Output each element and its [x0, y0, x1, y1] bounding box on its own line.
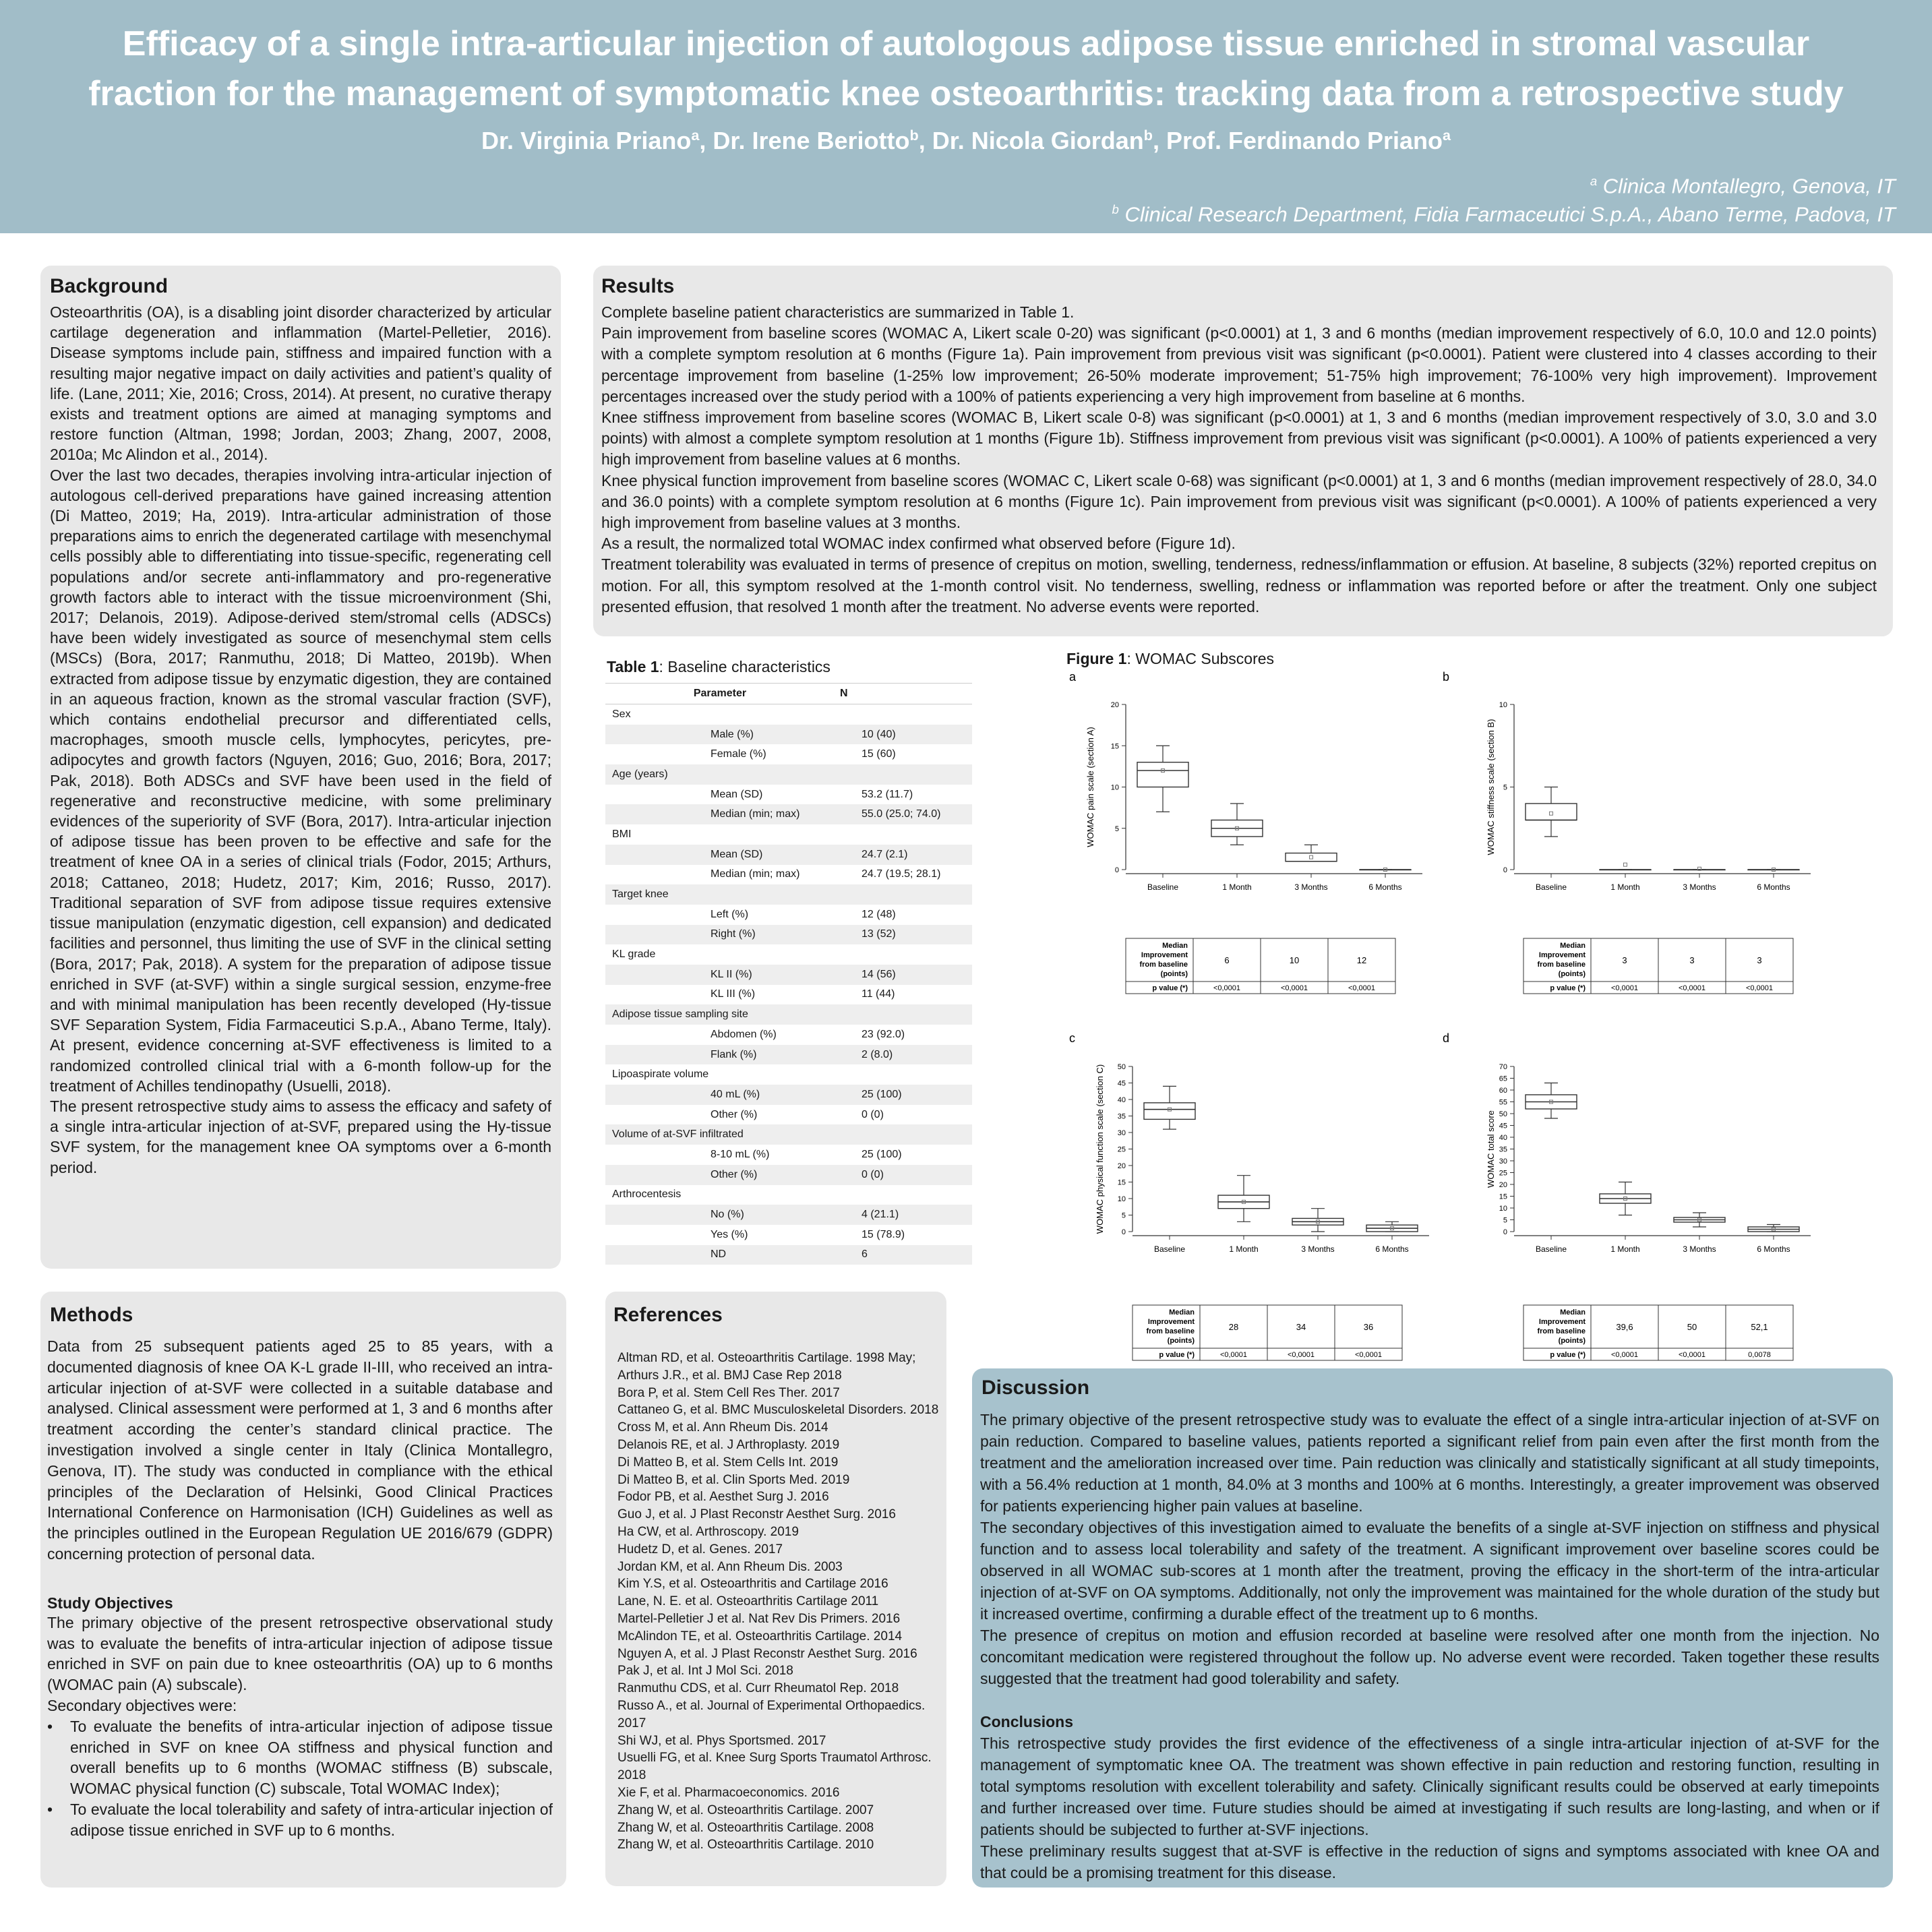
y-tick-label: 5 [1121, 1211, 1126, 1220]
col-header-parameter: Parameter [693, 688, 747, 699]
median-improvement-label: from baseline [1537, 1327, 1586, 1335]
results-text [601, 302, 1877, 617]
background-paragraph: The present retrospective study aims to assess the efficacy and safety of a single intra-articular injection of at-SVF, prepared using the Hy-tissue SVF system, for the management knee OA symptoms over a 6-month period. [50, 1097, 551, 1176]
table-row [605, 804, 972, 824]
discussion-text [980, 1409, 1879, 1883]
y-tick-label: 65 [1499, 1075, 1507, 1083]
table-caption: Table 1: Baseline characteristics [607, 658, 831, 675]
y-tick-label: 45 [1117, 1079, 1126, 1088]
median-improvement-value: 28 [1228, 1322, 1239, 1332]
table-cell-value: 4 (21.1) [862, 1209, 899, 1221]
y-tick-label: 0 [1121, 1228, 1126, 1236]
y-tick-label: 25 [1117, 1145, 1126, 1154]
background-paragraph: Osteoarthritis (OA), is a disabling joint disorder characterized by articular cartilage degeneration and inflammation (Martel-Pelletier, 2016). Disease symptoms include pain, stiffness and impaired function with a resulting major negative impact on daily activities and patient’s quality of life. (Lane, 2011; Xie, 2016; Cross, 2014). At present, no curative therapy exists and treatment options are aimed at managing symptoms and restore function (Altman, 1998; Jordan, 2003; Zhang, 2007, 2008, 2010a; Mc Alindon et al., 2014). [50, 303, 551, 464]
reference-item: Russo A., et al. Journal of Experimental Orthopaedics. 2017 [617, 1698, 926, 1730]
reference-item: Hudetz D, et al. Genes. 2017 [617, 1542, 783, 1557]
median-improvement-value: 3 [1689, 955, 1695, 965]
poster-header [0, 0, 1932, 233]
table-row [605, 1045, 972, 1065]
mean-marker [1624, 863, 1627, 866]
reference-item: Pak J, et al. Int J Mol Sci. 2018 [617, 1664, 793, 1679]
baseline-table [605, 658, 972, 1265]
reference-item: Xie F, et al. Pharmacoeconomics. 2016 [617, 1785, 840, 1800]
y-tick-label: 30 [1117, 1129, 1126, 1137]
references-section [605, 1292, 946, 1886]
reference-item: Kim Y.S, et al. Osteoarthritis and Cartilage 2016 [617, 1577, 888, 1592]
median-improvement-value: 12 [1356, 955, 1367, 965]
y-tick-label: 10 [1499, 1205, 1507, 1213]
results-paragraph: Pain improvement from baseline scores (WOMAC A, Likert scale 0-20) was significant (p<0.0001) at 1, 3 and 6 months (median improvement respectively of 6.0, 10.0 and 12.0 points) with a complete symptom resolution at 6 months (Figure 1a). Pain improvement from previous visit was significant (p<0.0001). Patient were clustered into 4 classes according to their percentage improvement from baseline (1-25% low improvement; 26-50% moderate improvement; 51-75% high improvement; 76-100% very high improvement). Improvement percentages increased over the study period with a 100% of patients experiencing a very high improvement from baseline at 6 months. [601, 324, 1877, 405]
table-cell-parameter: Arthrocentesis [612, 1188, 682, 1201]
y-tick-label: 15 [1117, 1178, 1126, 1187]
x-tick-label: 3 Months [1301, 1244, 1335, 1254]
y-tick-label: 60 [1499, 1087, 1507, 1095]
table-header [605, 683, 972, 704]
table-row [605, 1025, 972, 1045]
discussion-paragraph: The presence of crepitus on motion and effusion recorded at baseline were resolved after one month from the injection. No concomitant medication were registered throughout the follow up. No adverse event were recorded. Taken together these results suggested that the treatment had good tolerability and safety. [980, 1627, 1879, 1687]
median-improvement-value: 39,6 [1616, 1322, 1633, 1332]
table-row [605, 1225, 972, 1245]
table-cell-parameter: KL grade [612, 948, 656, 961]
results-section [593, 266, 1893, 636]
table-row [605, 905, 972, 925]
background-paragraph: Over the last two decades, therapies involving intra-articular injection of autologous cell-derived preparations have gained increasing attention (Di Matteo, 2019; Ha, 2019). Intra-articular administration of those preparations aims to enrich the degenerated cartilage with mesenchymal cells possibly able to differentiating into tissue-specific, regenerating cell populations and/or secrete anti-inflammatory and pro-regenerative growth factors able to interact with the tissue microenvironment (Shi, 2017; Delanois, 2019). Adipose-derived stem/stromal cells (ADSCs) have been widely investigated as source of mesenchymal stem cells (MSCs) (Bora, 2017; Ranmuthu, 2018; Di Matteo, 2019b). When extracted from adipose tissue by enzymatic digestion, they are contained in an aqueous fraction, known as the stromal vascular fraction (SVF), which contains endothelial precursor and differentiated cells, macrophages, smooth muscle cells, lymphocytes, pericytes, pre-adipocytes and growth factors (Nguyen, 2016; Guo, 2016; Bora, 2017; Pak, 2018). Both ADSCs and SVF have been used in the field of regenerative and reconstructive medicine, with some preliminary evidences of the superiority of SVF (Bora, 2017). Intra-articular injection of adipose tissue has been proven to be effective and safe for the treatment of knee OA in a series of clinical trials (Fodor, 2015; Arthurs, 2018; Cattaneo, 2018; Hudetz, 2017; Kim, 2016; Russo, 2017). Traditional separation of SVF from adipose tissue requires extensive tissue manipulation (enzymatic digestion, cell expansion) and dedicated facilities and personnel, thus limiting the use of SVF in the clinical setting (Bora, 2017; Pak, 2018). A system for the preparation of adipose tissue enriched in SVF (at-SVF) within a single surgical session, enzyme-free and with minimal manipulation has been recently developed (Hy-tissue SVF Separation System, Fidia Farmaceutici S.p.A., Abano Terme, Italy). At present, evidence concerning at-SVF effectiveness is limited to a randomized controlled clinical trial with a 6-month follow-up for the treatment of Achilles tendinopathy (Usuelli, 2018). [50, 466, 551, 1095]
discussion-paragraph: The primary objective of the present retrospective study was to evaluate the effect of a single intra-articular injection of at-SVF on pain reduction. Compared to baseline values, patients reported a significant relief from pain even after the first month from the treatment and the amelioration increased over time. Pain reduction was clinically and statistically significant at all study timepoints, with a 56.4% reduction at 1 month, 84.0% at 3 months and 100% at 6 months. Interestingly, a greater improvement was observed for patients experiencing higher pain values at baseline. [980, 1411, 1879, 1515]
table-cell-parameter: Median (min; max) [711, 808, 800, 820]
table-cell-parameter: KL III (%) [711, 988, 756, 1000]
objectives-paragraph: The primary objective of the present retrospective observational study was to evaluate the benefits of intra-articular injection of adipose tissue enriched in SVF on pain due to knee osteoarthritis (OA) up to 6 months (WOMAC pain (A) subscale). [47, 1613, 553, 1694]
reference-item: Nguyen A, et al. J Plast Reconstr Aesthet Surg. 2016 [617, 1646, 917, 1661]
table-row [605, 764, 972, 785]
y-axis-label: WOMAC physical function scale (section C) [1095, 1064, 1105, 1234]
box [1137, 762, 1188, 787]
methods-paragraph: Data from 25 subsequent patients aged 25 to 85 years, with a documented diagnosis of knee OA K-L grade II-III, who received an intra-articular injection of at-SVF were collected in a suitable database and analysed. Clinical assessment were performed at 1, 3 and 6 months after treatment according the center’s standard clinical practice. The investigation involved a single center in Italy (Clinica Montallegro, Genova, IT). The study was conducted in compliance with the ethical principles of the Declaration of Helsinki, Good Clinical Practices International Conference on Harmonisation (ICH) Guidelines as well as the principles outlined in the European Regulation UE 2016/679 (GDPR) concerning protection of personal data. [47, 1337, 553, 1563]
median-improvement-label: Median [1162, 942, 1188, 950]
results-paragraph: Knee stiffness improvement from baseline scores (WOMAC B, Likert scale 0-8) was significant (p<0.0001) at 1, 3 and 6 months (median improvement respectively of 3.0, 3.0 and 3.0 points) with almost a complete symptom resolution at 1 months (Figure 1b). Stiffness improvement from previous visit was significant (p<0.0001). A 100% of patients experienced a very high improvement from baseline values at 6 months. [601, 409, 1877, 469]
median-improvement-label: (points) [1558, 1337, 1586, 1345]
table-row [605, 1205, 972, 1225]
author-list: Dr. Virginia Priano$^a$, Dr. Irene Beriotto$^b$, Dr. Nicola Giordan$^b$, Prof. Ferdinando Priano$^a$ [481, 127, 1451, 154]
objective-bullet: • To evaluate the local tolerability and safety of intra-articular injection of adipose tissue enriched in SVF up to 6 months. [47, 1800, 553, 1839]
table-cell-parameter: Sex [612, 708, 631, 720]
x-tick-label: 6 Months [1757, 882, 1790, 892]
box [1286, 853, 1337, 862]
p-value: 0,0078 [1748, 1351, 1771, 1359]
y-tick-label: 35 [1499, 1145, 1507, 1154]
author-name: Prof. Ferdinando Priano [1166, 127, 1443, 154]
author-name: Dr. Irene Beriotto [713, 127, 910, 154]
y-tick-label: 25 [1499, 1169, 1507, 1178]
table-cell-parameter: Abdomen (%) [711, 1028, 777, 1040]
discussion-section [972, 1368, 1893, 1888]
reference-item: Di Matteo B, et al. Clin Sports Med. 2019 [617, 1472, 850, 1487]
p-value-label: p value (*) [1159, 1351, 1195, 1359]
conclusions-paragraph: These preliminary results suggest that at-SVF is effective in the reduction of signs and symptoms associated with knee OA and that could be a promising treatment for this disease. [980, 1842, 1879, 1881]
table-cell-parameter: Mean (SD) [711, 848, 763, 860]
median-improvement-value: 50 [1687, 1322, 1697, 1332]
y-tick-label: 15 [1110, 742, 1119, 751]
background-heading: Background [50, 275, 169, 297]
y-tick-label: 5 [1503, 1216, 1507, 1225]
table-cell-value: 15 (78.9) [862, 1228, 905, 1240]
median-improvement-value: 6 [1224, 955, 1230, 965]
reference-item: McAlindon TE, et al. Osteoarthritis Cartilage. 2014 [617, 1629, 903, 1643]
reference-item: Arthurs J.R., et al. BMJ Case Rep 2018 [617, 1368, 842, 1383]
reference-item: Fodor PB, et al. Aesthet Surg J. 2016 [617, 1490, 829, 1505]
table-cell-value: 15 (60) [862, 748, 896, 760]
reference-list [617, 1350, 941, 1854]
table-cell-value: 2 (8.0) [862, 1048, 893, 1060]
x-tick-label: 3 Months [1683, 1244, 1716, 1254]
median-improvement-label: Median [1560, 1308, 1586, 1317]
table-row [605, 985, 972, 1005]
table-row [605, 884, 972, 905]
y-tick-label: 10 [1117, 1195, 1126, 1203]
table-cell-parameter: Female (%) [711, 748, 766, 760]
methods-heading: Methods [50, 1304, 133, 1326]
table-cell-parameter: 40 mL (%) [711, 1088, 760, 1100]
y-tick-label: 5 [1503, 783, 1507, 792]
table-cell-parameter: Target knee [612, 888, 669, 901]
median-improvement-label: Improvement [1538, 951, 1586, 959]
table-cell-value: 13 (52) [862, 928, 896, 940]
table-row [605, 944, 972, 965]
p-value: <0,0001 [1280, 984, 1308, 992]
y-tick-label: 30 [1499, 1157, 1507, 1166]
reference-item: Cross M, et al. Ann Rheum Dis. 2014 [617, 1420, 828, 1435]
p-value: <0,0001 [1354, 1351, 1383, 1359]
table-cell-parameter: ND [711, 1248, 727, 1261]
conclusions-paragraph: This retrospective study provides the first evidence of the effectiveness of a single intra-articular injection of at-SVF for the management of symptomatic knee OA. The treatment was shown effective in pain reduction and restoring function, resulting in total symptoms resolution with excellent tolerability and safety. Clinically significant results could be observed at early timepoints and further increased over time. Future studies should be aimed at investigating if such results are long-lasting, and when or if patients should be subjected to further at-SVF injections. [980, 1734, 1879, 1838]
p-value-label: p value (*) [1152, 984, 1188, 992]
panel-letter: d [1443, 1031, 1450, 1045]
x-tick-label: 1 Month [1229, 1244, 1259, 1254]
y-tick-label: 50 [1499, 1110, 1507, 1118]
reference-item: Ranmuthu CDS, et al. Curr Rheumatol Rep. 2018 [617, 1681, 899, 1696]
median-improvement-value: 52,1 [1751, 1322, 1768, 1332]
results-paragraph: As a result, the normalized total WOMAC index confirmed what observed before (Figure 1d). [601, 535, 1236, 553]
median-improvement-label: from baseline [1537, 961, 1586, 969]
objective-bullet: • To evaluate the benefits of intra-articular injection of adipose tissue enriched in SVF on knee OA stiffness and physical function and overall benefits up to 6 months (WOMAC stiffness (B) subscale, WOMAC physical function (C) subscale, Total WOMAC Index); [47, 1717, 553, 1798]
table-row [605, 1085, 972, 1105]
table-cell-parameter: Mean (SD) [711, 788, 763, 800]
median-improvement-value: 34 [1296, 1322, 1306, 1332]
y-tick-label: 20 [1110, 701, 1119, 709]
table-cell-parameter: No (%) [711, 1209, 744, 1221]
median-improvement-label: (points) [1558, 970, 1586, 978]
table-cell-parameter: Other (%) [711, 1168, 758, 1180]
title-line-2: fraction for the management of symptomatic knee osteoarthritis: tracking data from a retrospective study [88, 74, 1844, 113]
table-cell-value: 24.7 (19.5; 28.1) [862, 868, 941, 880]
x-tick-label: 1 Month [1222, 882, 1252, 892]
x-tick-label: Baseline [1147, 882, 1179, 892]
p-value-label: p value (*) [1550, 1351, 1586, 1359]
table-body [605, 704, 972, 1265]
median-improvement-label: from baseline [1139, 961, 1188, 969]
x-tick-label: Baseline [1535, 1244, 1567, 1254]
y-tick-label: 10 [1499, 701, 1507, 709]
p-value: <0,0001 [1610, 984, 1639, 992]
table-cell-parameter: Other (%) [711, 1108, 758, 1120]
median-improvement-label: from baseline [1146, 1327, 1195, 1335]
table-cell-value: 6 [862, 1248, 868, 1261]
reference-item: Shi WJ, et al. Phys Sportsmed. 2017 [617, 1733, 826, 1748]
figure-1 [1065, 647, 1921, 1366]
table-cell-parameter: Age (years) [612, 768, 668, 780]
x-tick-label: 3 Months [1294, 882, 1328, 892]
results-heading: Results [601, 275, 675, 297]
author-name: Dr. Nicola Giordan [932, 127, 1144, 154]
secondary-objectives-intro: Secondary objectives were: [47, 1696, 237, 1714]
p-value: <0,0001 [1348, 984, 1376, 992]
table-cell-parameter: Right (%) [711, 928, 756, 940]
p-value: <0,0001 [1678, 1351, 1706, 1359]
affiliation-a: $^a$ Clinica Montallegro, Genova, IT [1590, 174, 1896, 198]
conclusions-heading: Conclusions [980, 1713, 1074, 1730]
x-tick-label: 6 Months [1375, 1244, 1409, 1254]
reference-item: Bora P, et al. Stem Cell Res Ther. 2017 [617, 1385, 840, 1400]
reference-item: Zhang W, et al. Osteoarthritis Cartilage. 2008 [617, 1820, 874, 1835]
table-row [605, 1145, 972, 1165]
table-row [605, 1124, 972, 1145]
table-cell-value: 14 (56) [862, 968, 896, 980]
y-axis-label: WOMAC total score [1486, 1110, 1496, 1188]
background-section [40, 266, 561, 1269]
median-improvement-label: Improvement [1147, 1318, 1195, 1326]
y-tick-label: 15 [1499, 1193, 1507, 1201]
p-value: <0,0001 [1745, 984, 1774, 992]
reference-item: Usuelli FG, et al. Knee Surg Sports Traumatol Arthrosc. 2018 [617, 1751, 932, 1783]
median-improvement-value: 10 [1289, 955, 1300, 965]
table-row [605, 1064, 972, 1085]
y-tick-label: 55 [1499, 1098, 1507, 1107]
p-value: <0,0001 [1213, 984, 1241, 992]
title-line-1: Efficacy of a single intra-articular injection of autologous adipose tissue enriched in stromal vascular [122, 24, 1810, 63]
x-tick-label: 1 Month [1610, 882, 1640, 892]
table-cell-parameter: Flank (%) [711, 1048, 757, 1060]
table-row [605, 744, 972, 764]
table-row [605, 1004, 972, 1025]
panel-letter: c [1069, 1031, 1075, 1045]
discussion-paragraph: The secondary objectives of this investigation aimed to evaluate the benefits of a single at-SVF injection on stiffness and physical function and to assess local tolerability and safety of the treatment. A significant improvement over baseline scores could be observed in all WOMAC sub-scores at 1 month after the treatment, proving the efficacy in the short-term of the intra-articular injection of at-SVF on OA symptoms. Additionally, not only the improvement was maintained for the whole duration of the study but it increased overtime, confirming a durable effect of the treatment up to 6 months. [980, 1519, 1879, 1623]
median-improvement-label: Improvement [1141, 951, 1188, 959]
median-improvement-label: Improvement [1538, 1318, 1586, 1326]
reference-item: Lane, N. E. et al. Osteoarthritis Cartilage 2011 [617, 1594, 879, 1609]
panel-letter: b [1443, 670, 1450, 684]
median-improvement-label: (points) [1160, 970, 1188, 978]
table-cell-value: 10 (40) [862, 728, 896, 740]
table-cell-parameter: Yes (%) [711, 1228, 748, 1240]
figure-caption: Figure 1: WOMAC Subscores [1066, 650, 1275, 667]
y-tick-label: 45 [1499, 1122, 1507, 1130]
x-tick-label: Baseline [1535, 882, 1567, 892]
x-tick-label: 6 Months [1757, 1244, 1790, 1254]
y-tick-label: 10 [1110, 783, 1119, 792]
womac-boxplots [1065, 647, 1921, 1366]
table-row [605, 1105, 972, 1125]
table-cell-parameter: 8-10 mL (%) [711, 1148, 770, 1160]
table-cell-parameter: BMI [612, 828, 632, 840]
panel-letter: a [1069, 670, 1077, 684]
author-name: Dr. Virginia Priano [481, 127, 692, 154]
results-paragraph: Knee physical function improvement from baseline scores (WOMAC C, Likert scale 0-68) was significant (p<0.0001) at 1, 3 and 6 months (median improvement respectively of 28.0, 34.0 and 36.0 points) with a complete symptom resolution at 6 months (Figure 1c). Pain improvement from previous visit was significant (p<0.0001). A 100% of patients experienced a very high improvement from baseline values at 3 months. [601, 471, 1877, 532]
table-cell-value: 53.2 (11.7) [862, 788, 913, 800]
p-value: <0,0001 [1610, 1351, 1639, 1359]
table-row [605, 785, 972, 805]
median-improvement-label: (points) [1167, 1337, 1195, 1345]
methods-text [47, 1336, 553, 1841]
table-cell-value: 12 (48) [862, 908, 896, 920]
table-row [605, 704, 972, 725]
p-value: <0,0001 [1219, 1351, 1248, 1359]
background-text [50, 302, 551, 1178]
methods-section [40, 1292, 566, 1888]
reference-item: Martel-Pelletier J et al. Nat Rev Dis Primers. 2016 [617, 1611, 901, 1626]
table-cell-parameter: Adipose tissue sampling site [612, 1008, 748, 1021]
affiliation-b: $^b$ Clinical Research Department, Fidia Farmaceutici S.p.A., Abano Terme, Padova, IT [1112, 202, 1896, 227]
y-tick-label: 5 [1114, 824, 1119, 833]
reference-item: Di Matteo B, et al. Stem Cells Int. 2019 [617, 1455, 839, 1470]
table-row [605, 845, 972, 865]
median-improvement-label: Median [1169, 1308, 1195, 1317]
y-axis-label: WOMAC pain scale (section A) [1085, 727, 1095, 847]
reference-item: Guo J, et al. J Plast Reconstr Aesthet Surg. 2016 [617, 1507, 896, 1522]
reference-item: Ha CW, et al. Arthroscopy. 2019 [617, 1524, 799, 1539]
table-cell-value: 11 (44) [862, 988, 895, 1000]
y-tick-label: 0 [1503, 1228, 1507, 1236]
x-tick-label: 3 Months [1683, 882, 1716, 892]
y-tick-label: 20 [1499, 1181, 1507, 1189]
reference-item: Jordan KM, et al. Ann Rheum Dis. 2003 [617, 1559, 843, 1574]
table-cell-value: 25 (100) [862, 1148, 902, 1160]
table-row [605, 1185, 972, 1205]
y-tick-label: 35 [1117, 1112, 1126, 1121]
x-tick-label: 1 Month [1610, 1244, 1640, 1254]
col-header-n: N [840, 688, 848, 699]
table-cell-value: 24.7 (2.1) [862, 848, 908, 860]
results-paragraph: Complete baseline patient characteristics are summarized in Table 1. [601, 303, 1075, 321]
table-cell-parameter: KL II (%) [711, 968, 752, 980]
reference-item: Cattaneo G, et al. BMC Musculoskeletal Disorders. 2018 [617, 1403, 939, 1418]
discussion-heading: Discussion [982, 1377, 1090, 1399]
table-row [605, 1245, 972, 1265]
table-cell-parameter: Lipoaspirate volume [612, 1068, 709, 1081]
median-improvement-value: 36 [1363, 1322, 1374, 1332]
table-row [605, 965, 972, 985]
table-cell-parameter: Male (%) [711, 728, 754, 740]
reference-item: Zhang W, et al. Osteoarthritis Cartilage. 2007 [617, 1803, 874, 1817]
p-value-label: p value (*) [1550, 984, 1586, 992]
table-cell-value: 0 (0) [862, 1108, 884, 1120]
table-cell-value: 25 (100) [862, 1088, 902, 1100]
table-row [605, 725, 972, 745]
x-tick-label: 6 Months [1368, 882, 1402, 892]
median-improvement-label: Median [1560, 942, 1586, 950]
y-tick-label: 0 [1114, 866, 1119, 874]
table-row [605, 925, 972, 945]
y-tick-label: 40 [1117, 1096, 1126, 1104]
reference-item: Delanois RE, et al. J Arthroplasty. 2019 [617, 1437, 840, 1452]
results-paragraph: Treatment tolerability was evaluated in terms of presence of crepitus on motion, swelling, tenderness, redness/inflammation or effusion. At baseline, 8 subjects (32%) reported crepitus on motion. For all, this symptom resolved at the 1-month control visit. No tenderness, swelling, redness or inflammation was reported before or after the treatment. Only one subject presented effusion, that resolved 1 month after the treatment. No adverse events were reported. [601, 555, 1877, 615]
table-row [605, 865, 972, 885]
reference-item: Altman RD, et al. Osteoarthritis Cartilage. 1998 May; [617, 1351, 916, 1365]
table-cell-value: 0 (0) [862, 1168, 884, 1180]
reference-item: Zhang W, et al. Osteoarthritis Cartilage. 2010 [617, 1838, 874, 1852]
y-tick-label: 50 [1117, 1063, 1126, 1071]
table-row [605, 1165, 972, 1185]
p-value: <0,0001 [1678, 984, 1706, 992]
y-tick-label: 0 [1503, 866, 1507, 874]
y-axis-label: WOMAC stiffness scale (section B) [1486, 719, 1496, 855]
x-tick-label: Baseline [1153, 1244, 1186, 1254]
table-cell-value: 23 (92.0) [862, 1028, 905, 1040]
poster-title [13, 19, 1919, 119]
table-cell-value: 55.0 (25.0; 74.0) [862, 808, 941, 820]
median-improvement-value: 3 [1622, 955, 1627, 965]
table-cell-parameter: Volume of at-SVF infiltrated [612, 1128, 744, 1141]
y-tick-label: 40 [1499, 1134, 1507, 1142]
y-tick-label: 70 [1499, 1063, 1507, 1071]
table-cell-parameter: Median (min; max) [711, 868, 800, 880]
median-improvement-value: 3 [1757, 955, 1762, 965]
study-objectives-heading: Study Objectives [47, 1594, 173, 1612]
table-row [605, 824, 972, 845]
p-value: <0,0001 [1287, 1351, 1315, 1359]
table-cell-parameter: Left (%) [711, 908, 749, 920]
references-heading: References [613, 1304, 723, 1326]
y-tick-label: 20 [1117, 1162, 1126, 1170]
